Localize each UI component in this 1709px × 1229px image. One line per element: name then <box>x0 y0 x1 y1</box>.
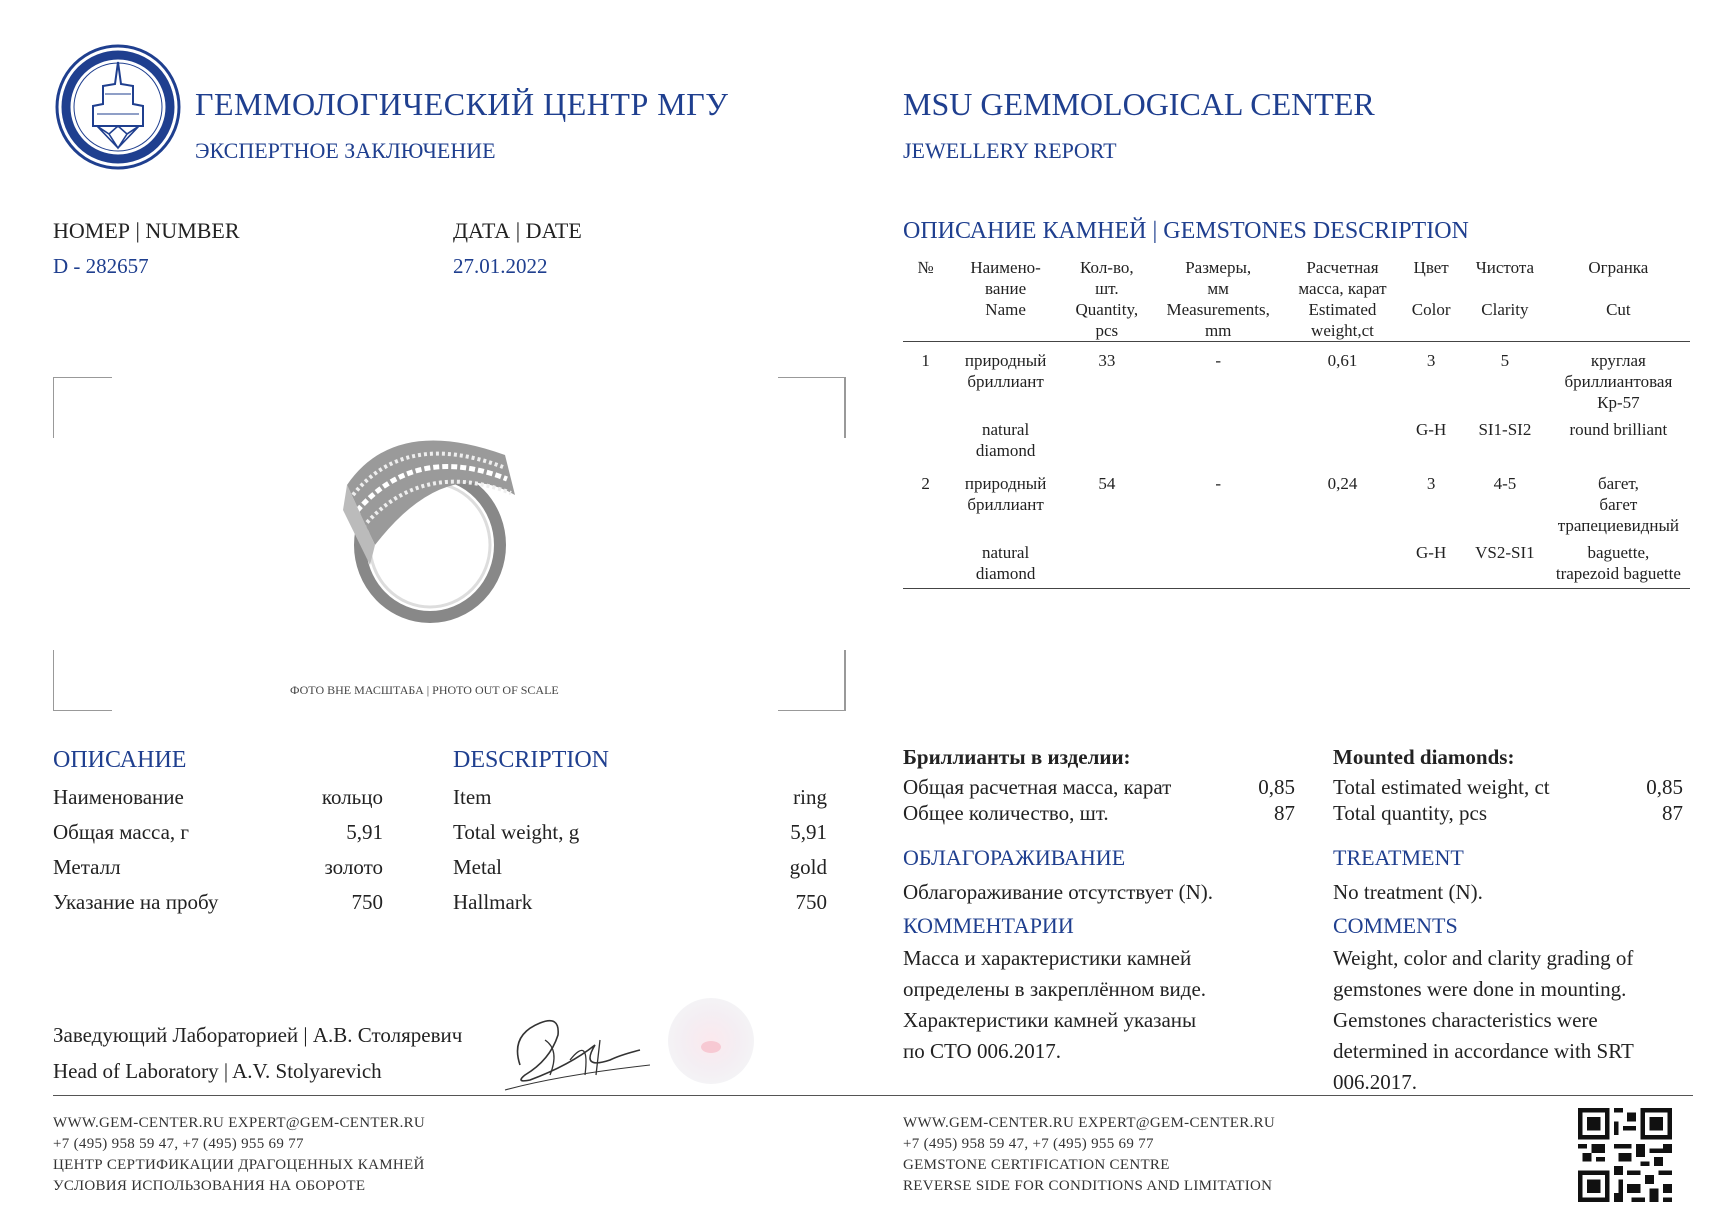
comment-line: определены в закреплённом виде. <box>903 977 1207 1001</box>
cell-clarity: 4-5 <box>1493 474 1517 493</box>
header-meas-line: Размеры, <box>1185 258 1252 277</box>
cell-line: бриллиант <box>967 372 1044 391</box>
photo-frame-corner <box>53 650 112 711</box>
cell-weight: 0,24 <box>1327 474 1358 493</box>
header-meas-line: мм <box>1207 279 1229 298</box>
treatment-en-text: No treatment (N). <box>1333 880 1483 904</box>
header-meas-line: mm <box>1204 321 1232 340</box>
row-value: 5,91 <box>790 820 827 844</box>
cell-weight: 0,61 <box>1327 351 1358 370</box>
photo-frame-corner <box>778 377 846 438</box>
report-date: 27.01.2022 <box>453 254 548 278</box>
cell-line: багет, <box>1597 474 1639 493</box>
footer-left <box>53 1113 425 1197</box>
col-clarity <box>1463 257 1547 342</box>
row-value: 750 <box>351 890 383 914</box>
header-cut-line: Огранка <box>1588 258 1649 277</box>
row-value: 5,91 <box>346 820 383 844</box>
footer-line: +7 (495) 958 59 47, +7 (495) 955 69 77 <box>903 1136 1154 1152</box>
cell-cut <box>1547 461 1690 536</box>
description-row <box>453 785 827 820</box>
cell-line: natural <box>982 420 1030 439</box>
cell-name <box>948 342 1063 414</box>
description-row <box>53 890 383 925</box>
footer-right <box>903 1113 1275 1197</box>
cell-name <box>948 536 1063 589</box>
header-num: № <box>917 258 934 277</box>
row-label: Указание на пробу <box>53 890 219 914</box>
qr-code <box>1578 1108 1672 1202</box>
table-row <box>903 342 1690 414</box>
header-name-line: Наимено- <box>970 258 1041 277</box>
header-qty-line: шт. <box>1095 279 1119 298</box>
header-qty-line: Quantity, <box>1075 300 1139 319</box>
photo-caption: ФОТО ВНЕ МАСШТАБА | PHOTO OUT OF SCALE <box>290 683 559 697</box>
col-weight <box>1286 257 1400 342</box>
comments-en-heading: COMMENTS <box>1333 913 1458 938</box>
row-value: 87 <box>1274 801 1295 825</box>
comment-line: Масса и характеристики камней <box>903 946 1192 970</box>
photo-frame-corner <box>778 650 846 711</box>
comment-line: Характеристики камней указаны <box>903 1008 1197 1032</box>
description-row <box>53 820 383 855</box>
comments-ru-text <box>903 943 1206 1067</box>
cell-line: round brilliant <box>1569 420 1668 439</box>
header-weight-line: Estimated <box>1308 300 1377 319</box>
mounted-ru-heading: Бриллианты в изделии: <box>903 745 1131 769</box>
hologram-seal <box>668 998 754 1084</box>
description-ru-list <box>53 785 383 925</box>
cell-clarity: 5 <box>1500 351 1510 370</box>
number-label: НОМЕР | NUMBER <box>53 218 240 243</box>
subtitle-ru: ЭКСПЕРТНОЕ ЗАКЛЮЧЕНИЕ <box>195 138 496 163</box>
col-name <box>948 257 1063 342</box>
row-label: Item <box>453 785 492 809</box>
cell-qty: 33 <box>1098 351 1116 370</box>
row-label: Hallmark <box>453 890 533 914</box>
footer-line: REVERSE SIDE FOR CONDITIONS AND LIMITATION <box>903 1178 1273 1194</box>
cell-line: трапециевидный <box>1557 516 1679 535</box>
header-name-line: вание <box>985 279 1027 298</box>
treatment-en-heading: TREATMENT <box>1333 845 1464 870</box>
header-meas-line: Measurements, <box>1166 300 1270 319</box>
cell-clarity: SI1-SI2 <box>1478 420 1532 439</box>
comment-line: determined in accordance with SRT <box>1333 1039 1634 1063</box>
treatment-ru-text: Облагораживание отсутствует (N). <box>903 880 1213 904</box>
subtitle-en: JEWELLERY REPORT <box>903 138 1117 163</box>
row-value: кольцо <box>321 785 383 809</box>
cell-line: Кр-57 <box>1597 393 1640 412</box>
cell-cut <box>1547 413 1690 461</box>
table-header-row <box>903 257 1690 342</box>
ring-photo <box>335 415 525 625</box>
description-en-heading: DESCRIPTION <box>453 747 610 773</box>
table-row <box>903 461 1690 536</box>
cell-num: 1 <box>921 351 930 370</box>
footer-line: ЦЕНТР СЕРТИФИКАЦИИ ДРАГОЦЕННЫХ КАМНЕЙ <box>53 1157 425 1173</box>
title-ru: ГЕММОЛОГИЧЕСКИЙ ЦЕНТР МГУ <box>195 86 729 122</box>
header-weight-line: weight,ct <box>1311 321 1374 340</box>
header-color-line: Цвет <box>1413 258 1449 277</box>
row-label: Metal <box>453 855 502 879</box>
table-row <box>903 413 1690 461</box>
comment-line: по СТО 006.2017. <box>903 1039 1061 1063</box>
footer-divider <box>53 1095 1693 1096</box>
col-cut <box>1547 257 1690 342</box>
header-clarity-line: Clarity <box>1481 300 1529 319</box>
footer-line: GEMSTONE CERTIFICATION CENTRE <box>903 1157 1170 1173</box>
gemstones-heading: ОПИСАНИЕ КАМНЕЙ | GEMSTONES DESCRIPTION <box>903 218 1469 244</box>
row-label: Общая масса, г <box>53 820 190 844</box>
cell-qty: 54 <box>1098 474 1116 493</box>
cell-name <box>948 461 1063 536</box>
cell-name <box>948 413 1063 461</box>
mounted-row <box>1333 774 1683 800</box>
cell-color: G-H <box>1416 420 1447 439</box>
row-value: золото <box>324 855 383 879</box>
photo-frame-corner <box>53 377 112 438</box>
cell-color: G-H <box>1416 543 1447 562</box>
signature <box>500 1005 650 1095</box>
row-label: Total estimated weight, ct <box>1333 775 1550 799</box>
cell-color: 3 <box>1426 351 1436 370</box>
description-row <box>453 855 827 890</box>
cell-line: природный <box>964 351 1047 370</box>
row-label: Общее количество, шт. <box>903 801 1109 825</box>
row-label: Total weight, g <box>453 820 580 844</box>
col-color <box>1399 257 1463 342</box>
row-value: 0,85 <box>1258 775 1295 799</box>
row-label: Total quantity, pcs <box>1333 801 1488 825</box>
cell-line: природный <box>964 474 1047 493</box>
gemstones-table <box>903 257 1690 589</box>
cell-line: baguette, <box>1587 543 1650 562</box>
gemstones-table-wrap <box>903 257 1690 589</box>
mounted-row <box>903 800 1295 826</box>
title-en: MSU GEMMOLOGICAL CENTER <box>903 86 1375 122</box>
col-num <box>903 257 948 342</box>
header-qty-line: pcs <box>1095 321 1119 340</box>
footer-line: +7 (495) 958 59 47, +7 (495) 955 69 77 <box>53 1136 304 1152</box>
row-label: Общая расчетная масса, карат <box>903 775 1172 799</box>
comment-line: gemstones were done in mounting. <box>1333 977 1627 1001</box>
header-weight-line: масса, карат <box>1298 279 1387 298</box>
comment-line: Gemstones characteristics were <box>1333 1008 1598 1032</box>
date-label: ДАТА | DATE <box>453 218 582 243</box>
header-name-line: Name <box>985 300 1026 319</box>
cell-line: бриллиантовая <box>1564 372 1673 391</box>
header-cut-line: Cut <box>1606 300 1631 319</box>
footer-line: WWW.GEM-CENTER.RU EXPERT@GEM-CENTER.RU <box>53 1115 426 1131</box>
description-en-list <box>453 785 827 925</box>
cell-line: diamond <box>975 441 1036 460</box>
cell-num: 2 <box>921 474 930 493</box>
row-value: ring <box>793 785 827 809</box>
description-row <box>53 855 383 890</box>
mounted-en-list <box>1333 774 1683 826</box>
row-value: gold <box>789 855 827 879</box>
cell-meas: - <box>1215 474 1222 493</box>
row-value: 750 <box>795 890 827 914</box>
cell-meas: - <box>1215 351 1222 370</box>
cell-line: бриллиант <box>967 495 1044 514</box>
cell-line: natural <box>982 543 1030 562</box>
signature-line-en: Head of Laboratory | A.V. Stolyarevich <box>53 1059 382 1083</box>
comment-line: Weight, color and clarity grading of <box>1333 946 1634 970</box>
report-number: D - 282657 <box>53 254 149 278</box>
treatment-ru-heading: ОБЛАГОРАЖИВАНИЕ <box>903 845 1126 870</box>
col-meas <box>1151 257 1286 342</box>
table-row <box>903 536 1690 589</box>
mounted-en-heading: Mounted diamonds: <box>1333 745 1515 769</box>
row-label: Наименование <box>53 785 184 809</box>
description-row <box>453 890 827 925</box>
header-qty-line: Кол-во, <box>1080 258 1134 277</box>
comments-ru-heading: КОММЕНТАРИИ <box>903 913 1074 938</box>
row-value: 87 <box>1662 801 1683 825</box>
mounted-row <box>903 774 1295 800</box>
mounted-ru-list <box>903 774 1295 826</box>
cell-color: 3 <box>1426 474 1436 493</box>
comments-en-text <box>1333 943 1634 1098</box>
cell-clarity: VS2-SI1 <box>1475 543 1535 562</box>
cell-line: diamond <box>975 564 1036 583</box>
row-value: 0,85 <box>1646 775 1683 799</box>
cell-cut <box>1547 342 1690 414</box>
col-qty <box>1063 257 1151 342</box>
cell-line: круглая <box>1590 351 1646 370</box>
header-clarity-line: Чистота <box>1475 258 1535 277</box>
header-weight-line: Расчетная <box>1306 258 1379 277</box>
mounted-row <box>1333 800 1683 826</box>
cell-line: trapezoid baguette <box>1555 564 1681 583</box>
footer-line: WWW.GEM-CENTER.RU EXPERT@GEM-CENTER.RU <box>903 1115 1276 1131</box>
row-label: Металл <box>53 855 121 879</box>
description-ru-heading: ОПИСАНИЕ <box>53 747 187 773</box>
signature-line-ru: Заведующий Лабораторией | А.В. Столяревич <box>53 1023 463 1047</box>
cell-cut <box>1547 536 1690 589</box>
footer-line: УСЛОВИЯ ИСПОЛЬЗОВАНИЯ НА ОБОРОТЕ <box>53 1178 366 1194</box>
cell-line: багет <box>1599 495 1638 514</box>
comment-line: 006.2017. <box>1333 1070 1417 1094</box>
description-row <box>53 785 383 820</box>
header-color-line: Color <box>1411 300 1451 319</box>
description-row <box>453 820 827 855</box>
msu-seal-logo <box>55 44 181 170</box>
